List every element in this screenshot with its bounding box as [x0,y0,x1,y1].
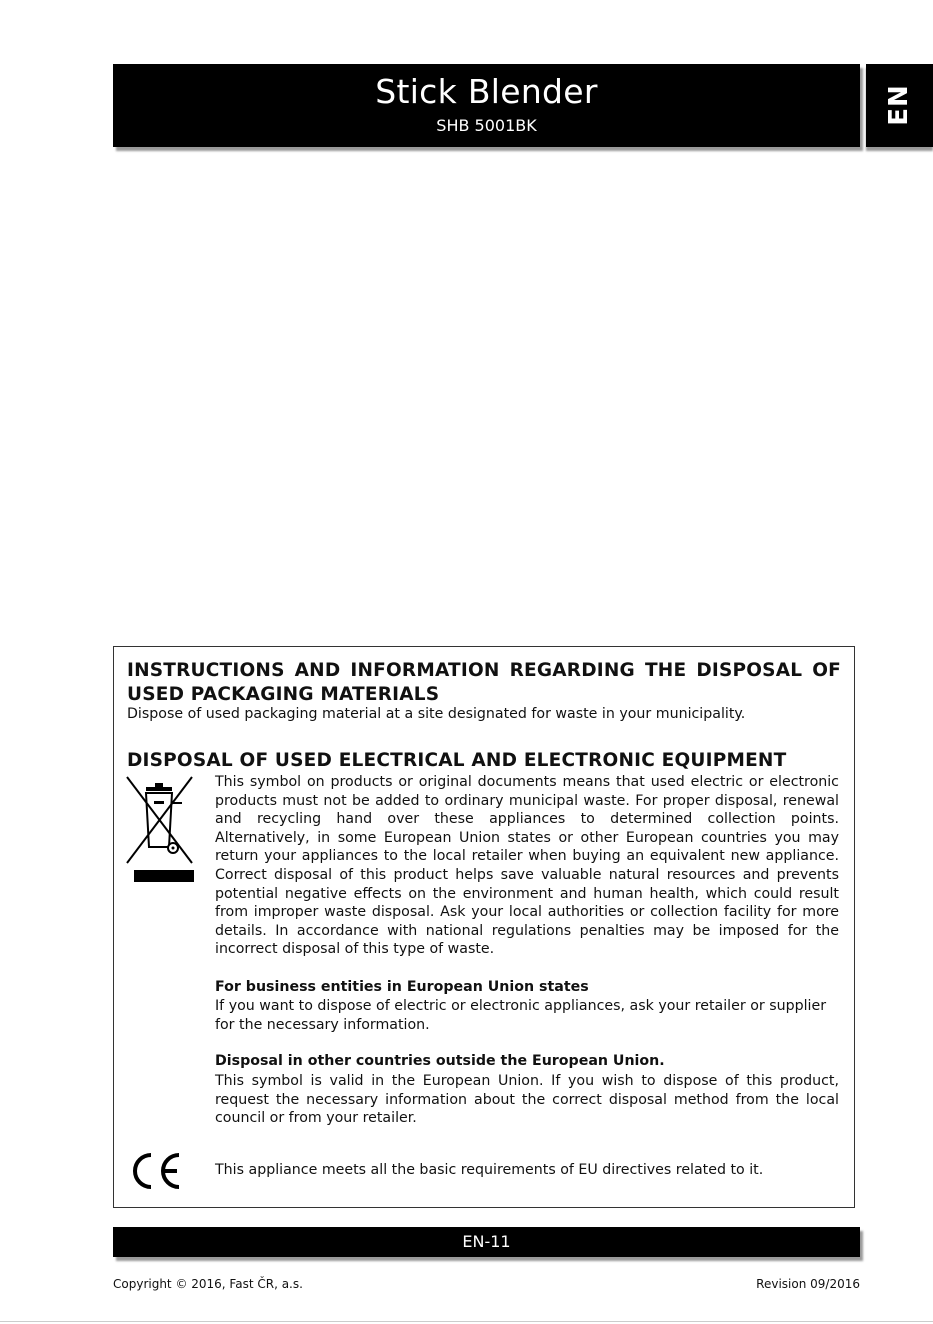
packaging-heading: INSTRUCTIONS AND INFORMATION REGARDING THE DISPOSAL OF USED PACKAGING MATERIALS [127,660,841,705]
page-title: Stick Blender [375,72,598,111]
crossed-out-wheelie-bin-icon [124,773,198,885]
copyright: Copyright © 2016, Fast ČR, a.s. [113,1277,303,1291]
model-number: SHB 5001BK [436,116,537,135]
bottom-divider [0,1321,933,1322]
weee-text: This symbol on products or original documents means that used electric or electronic products must not be added to ordinary municipal waste. For proper disposal, renewal and recycling hand over these appliances to determined collection points. Alternatively, in some European Union states or other European countries you may return your appliances to the local retailer when buying an equivalent new appliance. Correct disposal of this product helps save valuable natural resources and prevents potential negative effects on the environment and human health, which could result from improper waste disposal. Ask your local authorities or collection facility for more details. In accordance with national regulations penalties may be imposed for the incorrect disposal of this type of waste. [215,774,839,958]
other-countries-heading: Disposal in other countries outside the European Union. [215,1053,665,1069]
disposal-info-box [113,646,855,1208]
page-number: EN-11 [462,1232,511,1251]
business-heading: For business entities in European Union states [215,979,589,995]
ce-text: This appliance meets all the basic requirements of EU directives related to it. [215,1162,764,1178]
title-banner [113,64,860,147]
weee-heading: DISPOSAL OF USED ELECTRICAL AND ELECTRONIC EQUIPMENT [127,750,787,771]
revision: Revision 09/2016 [756,1277,860,1291]
page-number-bar [113,1227,860,1257]
business-text: If you want to dispose of electric or electronic appliances, ask your retailer or supplier for the necessary information. [215,998,827,1033]
ce-mark-icon [127,1151,183,1191]
other-countries-text: This symbol is valid in the European Union. If you wish to dispose of this product, request the necessary information about the correct disposal method from the local council or from your retailer. [215,1073,839,1127]
language-label: EN [884,84,914,126]
packaging-text: Dispose of used packaging material at a site designated for waste in your municipality. [127,706,746,722]
language-tab [866,64,933,147]
